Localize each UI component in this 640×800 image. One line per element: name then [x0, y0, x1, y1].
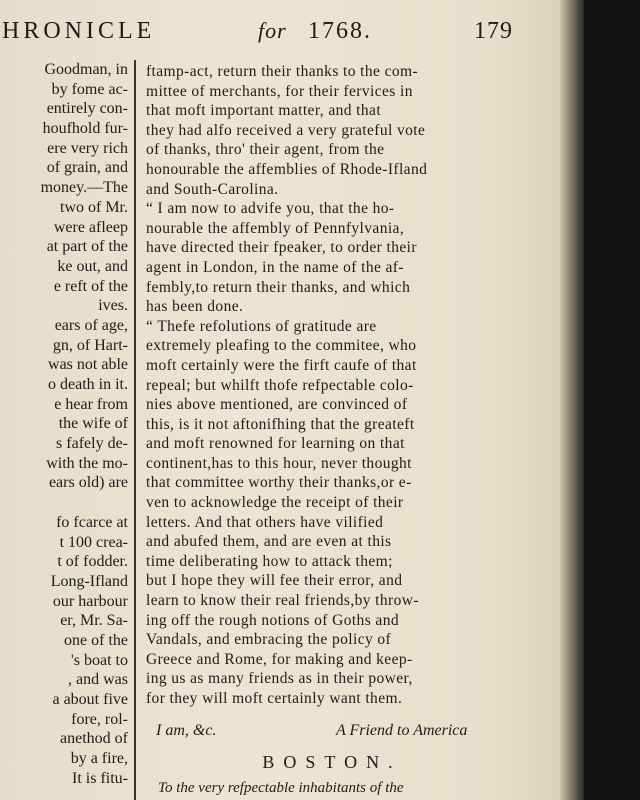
right-column-line: learn to know their real friends,by throw-: [146, 592, 419, 610]
left-column-line: with the mo-: [46, 454, 128, 472]
right-column-line: letters. And that others have vilified: [146, 513, 384, 531]
left-column-line: by fome ac-: [51, 80, 128, 98]
left-column-line: money.—The: [40, 179, 128, 197]
right-column-line: ftamp-act, return their thanks to the com-: [146, 63, 419, 80]
letter-signoff: [156, 722, 506, 746]
right-column-line: have directed their fpeaker, to order their: [146, 239, 417, 257]
left-column-line: entirely con-: [46, 100, 128, 118]
left-column-line: s fafely de-: [56, 435, 128, 453]
left-column-line: Goodman, in: [44, 61, 128, 78]
right-column-line: time deliberating how to attack them;: [146, 552, 393, 570]
right-column-line: continent,has to this hour, never thought: [146, 454, 412, 472]
right-column-line: Vandals, and embracing the policy of: [146, 631, 392, 649]
left-column-line: gn, of Hart-: [52, 336, 128, 354]
right-column-line: ven to acknowledge the receipt of their: [146, 494, 404, 512]
left-column-line: fore, rol-: [71, 710, 128, 728]
left-column-line: o death in it.: [48, 376, 128, 393]
signature: A Friend to America: [336, 722, 468, 739]
right-column-line: fembly,to return their thanks, and which: [146, 278, 411, 296]
left-column-line: our harbour: [52, 592, 128, 610]
right-column-line: has been done.: [146, 298, 244, 316]
right-column-line: ing off the rough notions of Goths and: [146, 611, 399, 629]
right-column-line: nourable the affembly of Pennfylvania,: [146, 219, 405, 237]
left-column-line: of grain, and: [46, 159, 128, 177]
left-column-line: a about five: [52, 691, 128, 708]
left-column-line: ears old) are: [48, 474, 128, 492]
right-column-line: and South-Carolina.: [146, 180, 279, 198]
right-column-line: this, is it not aftonifhing that the greateft: [146, 415, 415, 433]
left-column-line: one of the: [64, 631, 128, 649]
right-column-line: ing us as many friends as in their power,: [146, 670, 413, 688]
left-column-line: houfhold fur-: [42, 120, 128, 138]
right-column-line: but I hope they will fee their error, and: [146, 572, 403, 590]
right-column-line: Greece and Rome, for making and keep-: [146, 650, 413, 668]
left-column-line: were afleep: [53, 218, 128, 236]
masthead-title: HRONICLE: [2, 18, 156, 44]
left-column-line: er, Mr. Sa-: [60, 612, 128, 630]
right-column-line: repeal; but whilft thofe refpectable colo-: [146, 376, 414, 394]
left-column-line: ere very rich: [47, 139, 128, 157]
right-column-line: of thanks, thro' their agent, from the: [146, 141, 385, 159]
right-column-line: they had alfo received a very grateful vote: [146, 121, 426, 139]
left-column-line: ke out, and: [57, 257, 128, 275]
masthead-year: 1768.: [308, 18, 372, 44]
right-column-line: that moft important matter, and that: [146, 102, 382, 120]
right-column-line: agent in London, in the name of the af-: [146, 258, 404, 276]
address-line: To the very refpectable inhabitants of the: [158, 780, 404, 796]
right-column-line: and abufed them, and are even at this: [146, 533, 392, 551]
page-edge-shadow: [560, 0, 584, 800]
running-head: [0, 18, 560, 50]
left-column-line: 's boat to: [70, 651, 128, 669]
right-column-line: honourable the affemblies of Rhode-Ifland: [146, 160, 428, 178]
left-column-line: It is fitu-: [72, 769, 128, 787]
left-column-line: anethod of: [60, 730, 128, 748]
left-column-line: ives.: [98, 297, 128, 315]
left-column-line: two of Mr.: [60, 198, 128, 216]
left-column-line: was not able: [48, 356, 128, 374]
closing: I am, &c.: [156, 722, 217, 739]
left-column-line: Long-Ifland: [50, 572, 128, 590]
right-column: [146, 62, 518, 709]
left-column-line: e hear from: [54, 395, 128, 413]
left-column-line: [0, 493, 128, 513]
left-column-line: ears of age,: [54, 316, 128, 334]
right-column-line: extremely pleafing to the commitee, who: [146, 337, 417, 355]
masthead-for: for: [258, 18, 287, 43]
left-column-line: t 100 crea-: [59, 533, 128, 551]
right-column-line: moft certainly were the firft caufe of that: [146, 356, 417, 374]
left-column-line: e reft of the: [53, 277, 128, 295]
left-column: [0, 60, 128, 788]
right-column-line: “ Thefe refolutions of gratitude are: [146, 317, 377, 335]
dateline: BOSTON.: [262, 752, 402, 772]
left-column-line: t of fodder.: [57, 553, 128, 571]
left-column-line: , and was: [68, 671, 128, 689]
right-column-line: nies above mentioned, are convinced of: [146, 396, 408, 414]
column-rule: [134, 60, 136, 800]
left-column-line: the wife of: [58, 415, 128, 433]
page-number: 179: [474, 18, 513, 44]
right-column-line: “ I am now to advife you, that the ho-: [146, 200, 395, 218]
left-column-line: at part of the: [46, 238, 128, 256]
right-column-line: and moft renowned for learning on that: [146, 435, 405, 453]
right-column-line: mittee of merchants, for their fervices in: [146, 82, 413, 100]
right-column-line: that committee worthy their thanks,or e-: [146, 474, 412, 492]
background: [584, 0, 640, 800]
right-column-line: for they will moft certainly want them.: [146, 690, 403, 707]
left-column-line: fo fcarce at: [56, 513, 128, 531]
left-column-line: by a fire,: [70, 750, 128, 768]
